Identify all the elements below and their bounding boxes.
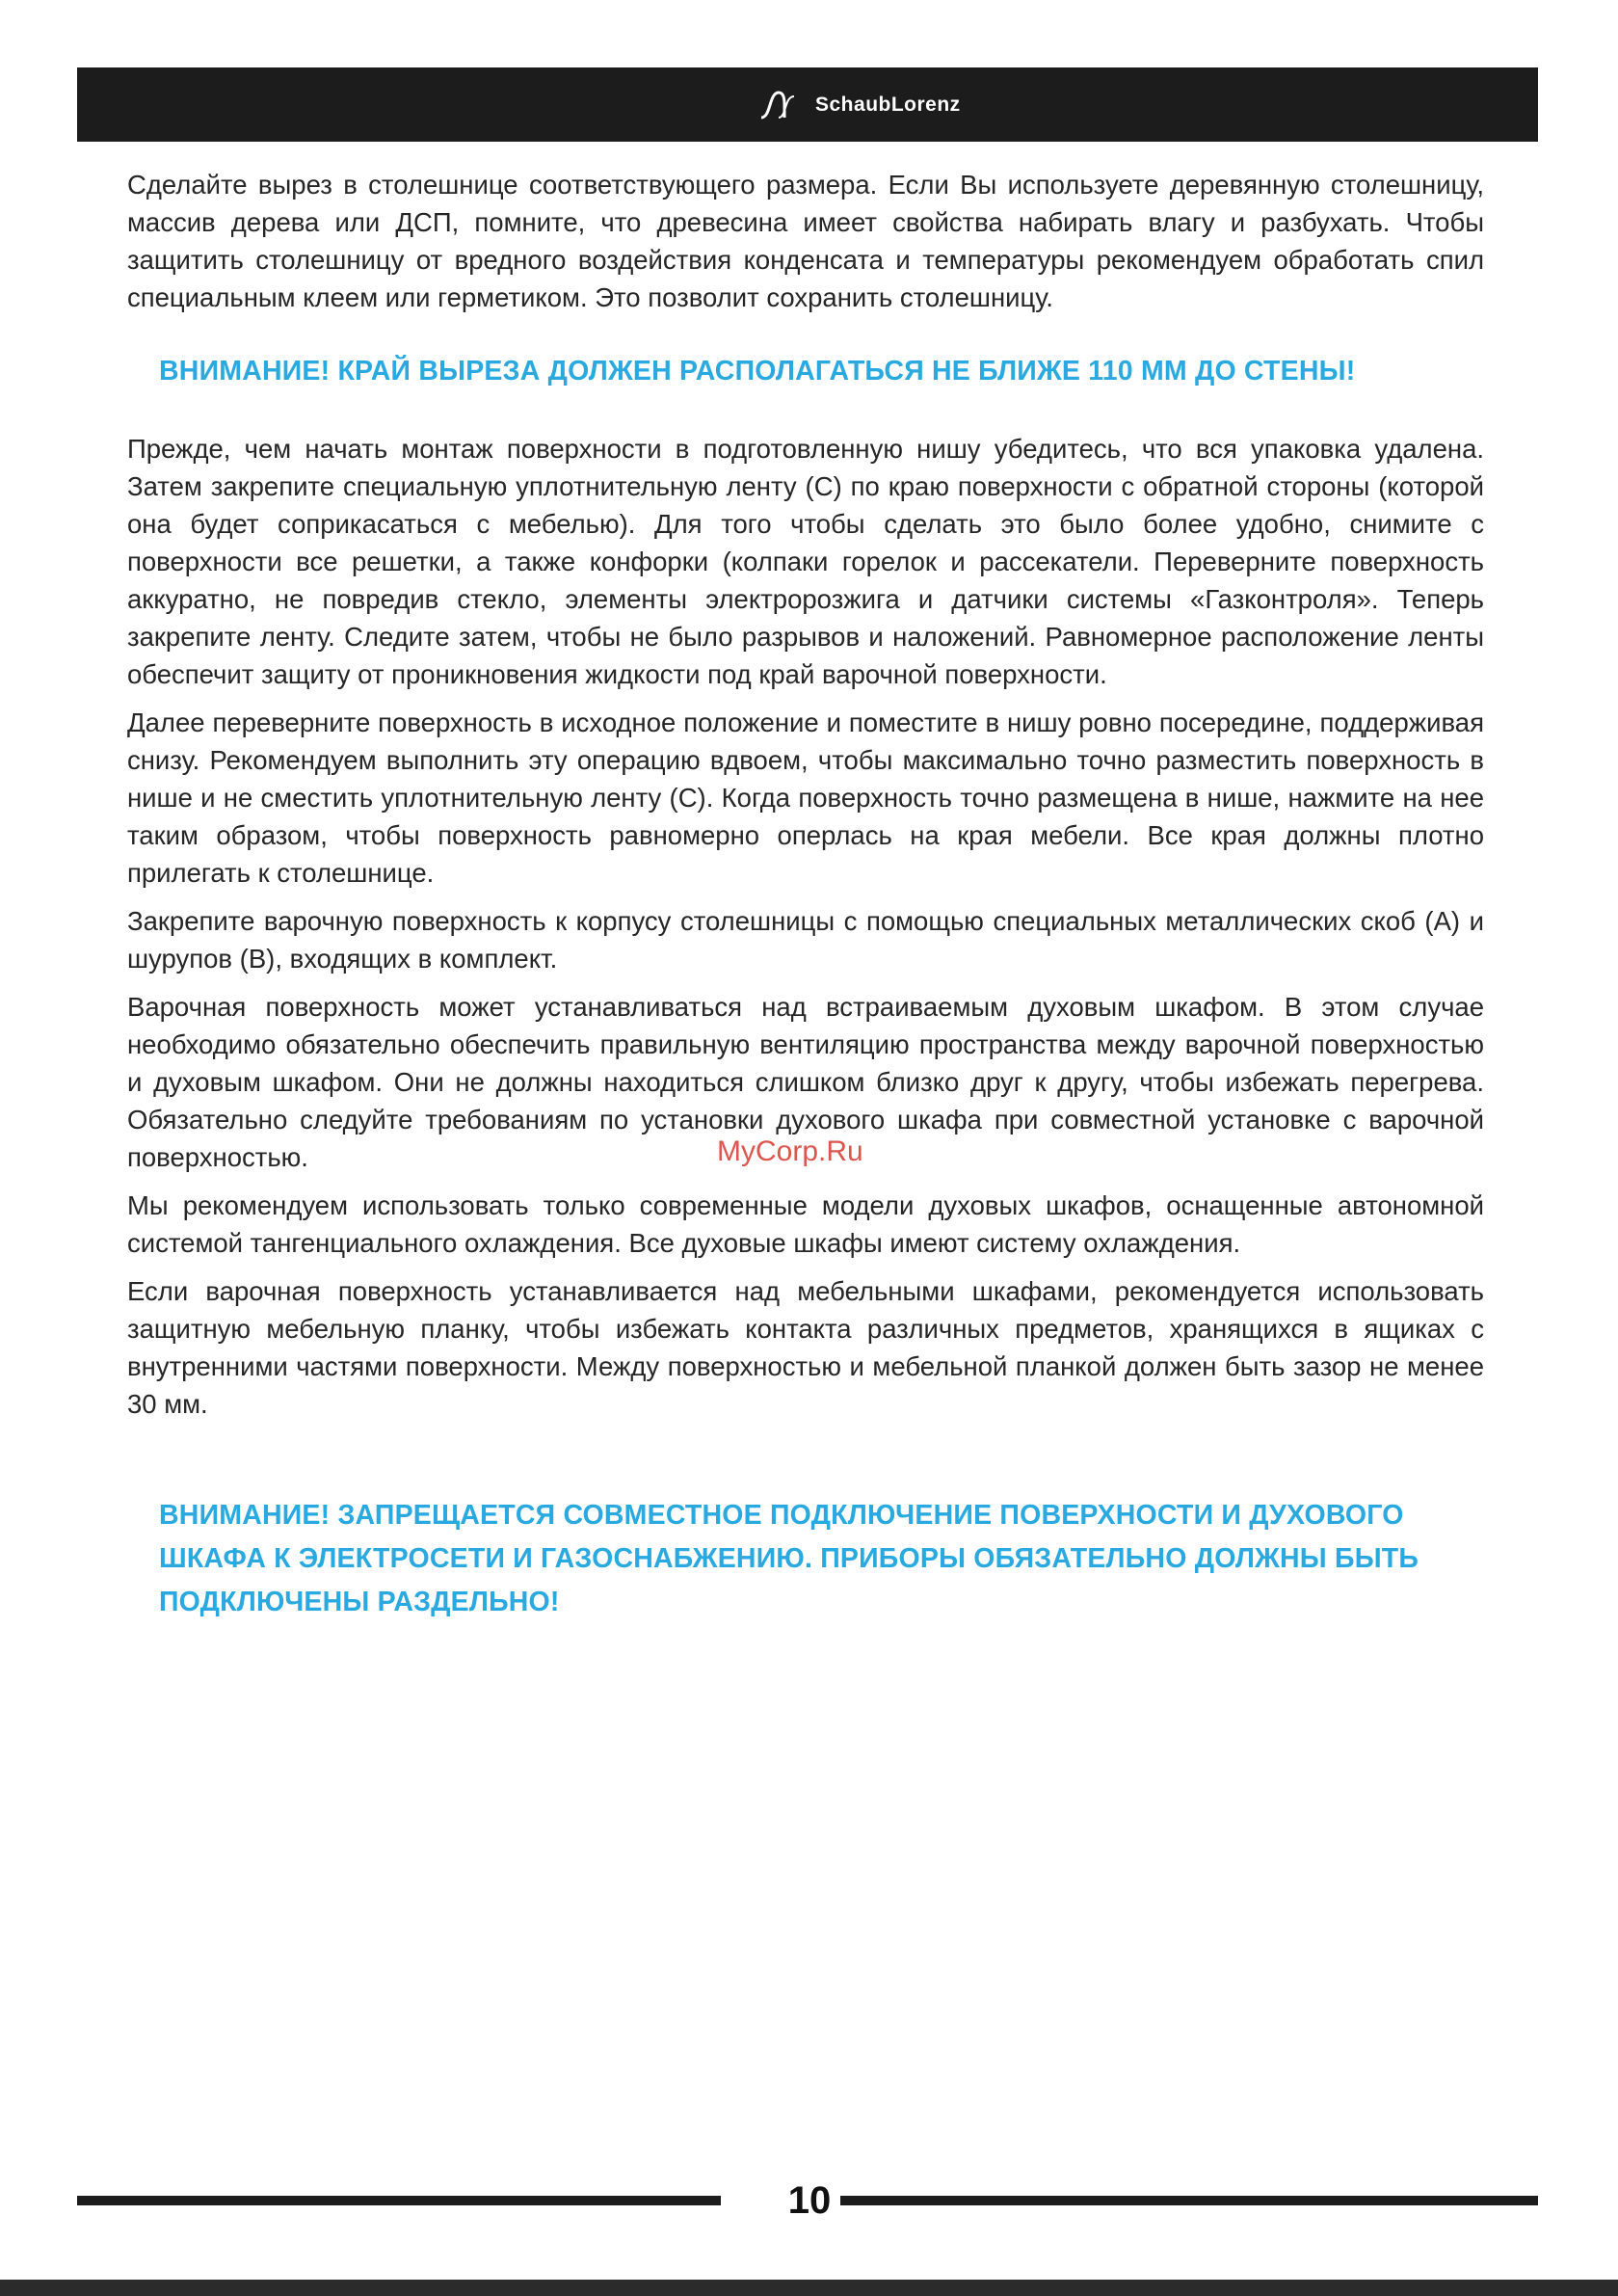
warning-separate-connection: ВНИМАНИЕ! ЗАПРЕЩАЕТСЯ СОВМЕСТНОЕ ПОДКЛЮЧЕНИЕ ПОВЕРХНОСТИ И ДУХОВОГО ШКАФА К ЭЛЕКТРОСЕТИ И ГАЗОСНАБЖЕНИЮ. ПРИБОРЫ ОБЯЗАТЕЛЬНО ДОЛЖНЫ БЫТЬ ПОДКЛЮЧЕНЫ РАЗДЕЛЬНО!: [159, 1500, 1419, 1617]
paragraph-oven-ventilation: Варочная поверхность может устанавливаться над встраиваемым духовым шкафом. В этом случае необходимо обязательно обеспечить правильную вентиляцию пространства между варочной поверхностью и духовым шкафом. Они не должны находиться слишком близко друг к другу, чтобы избежать перегрева. Обязательно следуйте требованиям по установки духового шкафа при совместной установке с варочной поверхностью.: [127, 992, 1484, 1172]
paragraph-cutout: Сделайте вырез в столешнице соответствующего размера. Если Вы используете деревянную столешницу, массив дерева или ДСП, помните, что древесина имеет свойства набирать влагу и разбухать. Чтобы защитить столешницу от вредного воздействия конденсата и температуры рекомендуем обработать спил специальным клеем или герметиком. Это позволит сохранить столешницу.: [127, 170, 1484, 312]
paragraph-furniture-strip: Если варочная поверхность устанавливается над мебельными шкафами, рекомендуется использовать защитную мебельную планку, чтобы избежать контакта различных предметов, хранящихся в ящиках с внутренними частями поверхности. Между поверхностью и мебельной планкой должен быть зазор не менее 30 мм.: [127, 1276, 1484, 1419]
paragraph-sealing-tape: Прежде, чем начать монтаж поверхности в подготовленную нишу убедитесь, что вся упаковка удалена. Затем закрепите специальную уплотнительную ленту (С) по краю поверхности с обратной стороны (которой она будет соприкасаться с мебелью). Для того чтобы сделать это было более удобно, снимите с поверхности все решетки, а также конфорки (колпаки горелок и рассекатели. Переверните поверхность аккуратно, не повредив стекло, элементы электророзжига и датчики системы «Газконтроля». Теперь закрепите ленту. Следите затем, чтобы не было разрывов и наложений. Равномерное расположение ленты обеспечит защиту от проникновения жидкости под край варочной поверхности.: [127, 434, 1484, 689]
page-number: 10: [787, 2179, 832, 2222]
bottom-edge-bar: [0, 2280, 1618, 2296]
brand-logo: [757, 89, 961, 121]
paragraph-placement: Далее переверните поверхность в исходное положение и поместите в нишу ровно посередине, поддерживая снизу. Рекомендуем выполнить эту операцию вдвоем, чтобы максимально точно разместить поверхность в нише и не сместить уплотнительную ленту (С). Когда поверхность точно размещена в нише, нажмите на нее таким образом, чтобы поверхность равномерно оперлась на края мебели. Все края должны плотно прилегать к столешнице.: [127, 707, 1484, 888]
warning-wall-distance: ВНИМАНИЕ! КРАЙ ВЫРЕЗА ДОЛЖЕН РАСПОЛАГАТЬСЯ НЕ БЛИЖЕ 110 ММ ДО СТЕНЫ!: [159, 356, 1356, 387]
footer-rule-left: [77, 2196, 721, 2205]
brand-name: SchaubLorenz: [815, 93, 961, 116]
watermark: MyCorp.Ru: [717, 1135, 863, 1167]
brand-mark-icon: [757, 89, 813, 121]
paragraph-fastening: Закрепите варочную поверхность к корпусу столешницы с помощью специальных металлических скоб (А) и шурупов (В), входящих в комплект.: [127, 906, 1484, 974]
footer-rule-right: [840, 2196, 1538, 2205]
header-bar: [77, 67, 1538, 142]
paragraph-oven-models: Мы рекомендуем использовать только современные модели духовых шкафов, оснащенные автономной системой тангенциального охлаждения. Все духовые шкафы имеют систему охлаждения.: [127, 1190, 1484, 1258]
page-content: [127, 166, 1484, 1624]
